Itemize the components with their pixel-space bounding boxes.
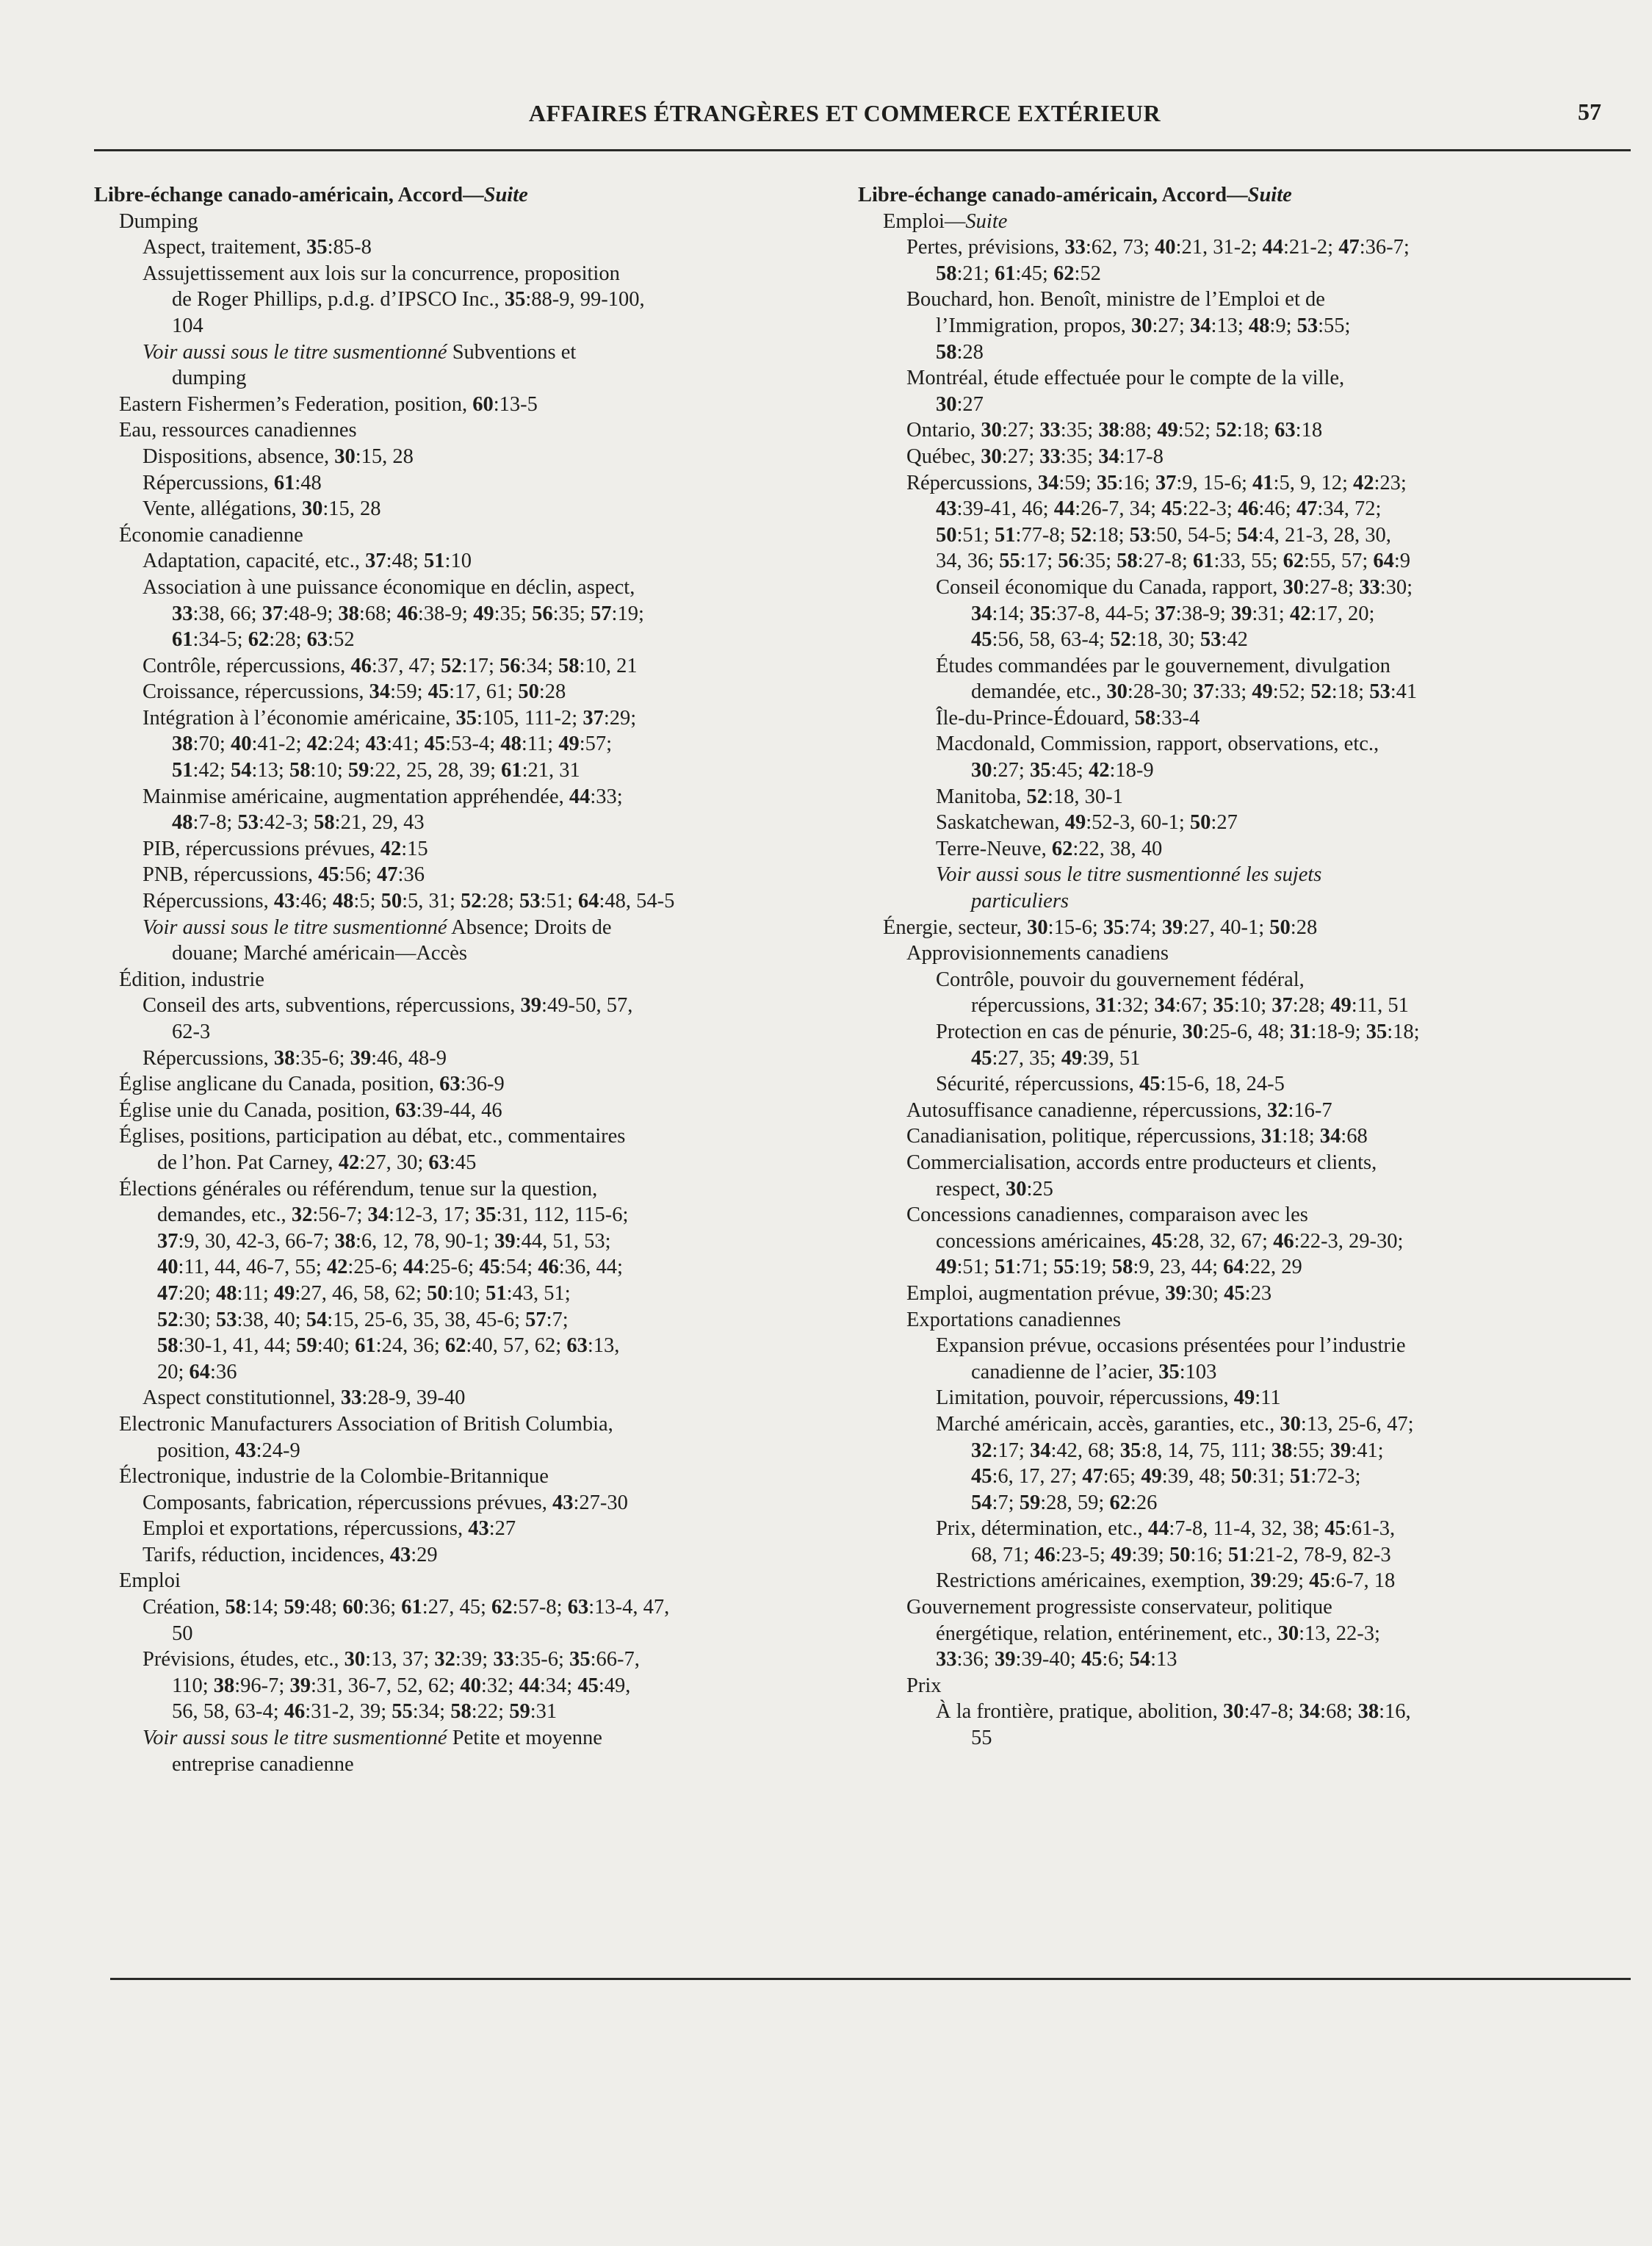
right-index-column: [858, 182, 1618, 1752]
index-entry-line: Commercialisation, accords entre producteurs et clients,: [906, 1151, 1377, 1174]
index-entry-line: 68, 71; 46:23-5; 49:39; 50:16; 51:21-2, 78-9, 82-3: [971, 1543, 1391, 1566]
index-entry-line: Aspect, traitement, 35:85-8: [143, 236, 372, 259]
index-entry-line: de l’hon. Pat Carney, 42:27, 30; 63:45: [157, 1151, 477, 1174]
index-entry-line: Limitation, pouvoir, répercussions, 49:11: [936, 1386, 1281, 1410]
index-entry-line: PIB, répercussions prévues, 42:15: [143, 837, 428, 860]
index-entry-line: 48:7-8; 53:42-3; 58:21, 29, 43: [172, 811, 425, 835]
index-entry-line: Contrôle, répercussions, 46:37, 47; 52:17; 56:34; 58:10, 21: [143, 654, 638, 677]
index-entry-line: Élections générales ou référendum, tenue sur la question,: [119, 1177, 598, 1201]
index-entry-line: 34, 36; 55:17; 56:35; 58:27-8; 61:33, 55; 62:55, 57; 64:9: [936, 550, 1411, 573]
index-entry-line: 32:17; 34:42, 68; 35:8, 14, 75, 111; 38:55; 39:41;: [971, 1439, 1384, 1462]
index-entry-line: Prix, détermination, etc., 44:7-8, 11-4, 32, 38; 45:61-3,: [936, 1517, 1396, 1541]
index-entry-line: 37:9, 30, 42-3, 66-7; 38:6, 12, 78, 90-1; 39:44, 51, 53;: [157, 1229, 611, 1253]
index-entry-line: Canadianisation, politique, répercussions, 31:18; 34:68: [906, 1125, 1368, 1148]
index-entry-line: Composants, fabrication, répercussions prévues, 43:27-30: [143, 1491, 628, 1514]
index-entry-line: Tarifs, réduction, incidences, 43:29: [143, 1543, 438, 1566]
index-entry-line: 62-3: [172, 1021, 211, 1043]
index-entry-line: 34:14; 35:37-8, 44-5; 37:38-9; 39:31; 42:17, 20;: [971, 602, 1375, 625]
index-entry-line: Voir aussi sous le titre susmentionné les sujets: [936, 863, 1322, 887]
index-entry-line: Île-du-Prince-Édouard, 58:33-4: [936, 706, 1200, 730]
index-entry-line: Conseil des arts, subventions, répercussions, 39:49-50, 57,: [143, 994, 633, 1018]
index-entry-line: Emploi—Suite: [883, 209, 1008, 233]
index-entry-line: Concessions canadiennes, comparaison avec les: [906, 1203, 1308, 1227]
index-entry-line: 45:6, 17, 27; 47:65; 49:39, 48; 50:31; 51:72-3;: [971, 1465, 1361, 1489]
index-entry-line: Conseil économique du Canada, rapport, 30:27-8; 33:30;: [936, 575, 1413, 599]
index-entry-line: 56, 58, 63-4; 46:31-2, 39; 55:34; 58:22; 59:31: [172, 1700, 558, 1724]
index-entry-line: Église unie du Canada, position, 63:39-44, 46: [119, 1098, 502, 1122]
index-entry-line: Création, 58:14; 59:48; 60:36; 61:27, 45; 62:57-8; 63:13-4, 47,: [143, 1596, 670, 1619]
index-entry-line: 20; 64:36: [157, 1360, 237, 1383]
index-entry-line: Dispositions, absence, 30:15, 28: [143, 444, 414, 468]
index-entry-line: À la frontière, pratique, abolition, 30:47-8; 34:68; 38:16,: [936, 1700, 1411, 1724]
index-entry-line: position, 43:24-9: [157, 1439, 300, 1462]
index-entry-line: 104: [172, 314, 203, 337]
index-entry-line: Emploi, augmentation prévue, 39:30; 45:23: [906, 1281, 1272, 1305]
index-entry-line: Voir aussi sous le titre susmentionné Subventions et: [143, 340, 577, 364]
index-entry-line: demandes, etc., 32:56-7; 34:12-3, 17; 35:31, 112, 115-6;: [157, 1203, 629, 1227]
index-entry-line: Montréal, étude effectuée pour le compte de la ville,: [906, 367, 1345, 390]
index-entry-line: 30:27; 35:45; 42:18-9: [971, 759, 1154, 782]
index-entry-line: Québec, 30:27; 33:35; 34:17-8: [906, 444, 1164, 468]
index-entry-line: respect, 30:25: [936, 1177, 1053, 1201]
index-entry-line: Répercussions, 38:35-6; 39:46, 48-9: [143, 1046, 447, 1070]
index-entry-line: Répercussions, 43:46; 48:5; 50:5, 31; 52:28; 53:51; 64:48, 54-5: [143, 890, 675, 913]
index-entry-line: Voir aussi sous le titre susmentionné Petite et moyenne: [143, 1727, 602, 1750]
index-entry-line: Prévisions, études, etc., 30:13, 37; 32:39; 33:35-6; 35:66-7,: [143, 1648, 640, 1671]
index-entry-line: Emploi: [119, 1569, 181, 1593]
index-entry-line: 40:11, 44, 46-7, 55; 42:25-6; 44:25-6; 45:54; 46:36, 44;: [157, 1256, 623, 1279]
index-entry-line: concessions américaines, 45:28, 32, 67; 46:22-3, 29-30;: [936, 1229, 1404, 1253]
index-entry-line: Aspect constitutionnel, 33:28-9, 39-40: [143, 1386, 466, 1410]
left-index-column: [94, 182, 829, 1777]
index-entry-line: Libre-échange canado-américain, Accord—Suite: [858, 184, 1292, 206]
index-entry-line: Marché américain, accès, garanties, etc., 30:13, 25-6, 47;: [936, 1412, 1414, 1436]
footer-rule: [110, 1978, 1631, 1980]
index-entry-line: Intégration à l’économie américaine, 35:105, 111-2; 37:29;: [143, 706, 637, 730]
index-entry-line: 110; 38:96-7; 39:31, 36-7, 52, 62; 40:32; 44:34; 45:49,: [172, 1674, 631, 1697]
index-entry-line: 30:27: [936, 392, 984, 416]
index-entry-line: Ontario, 30:27; 33:35; 38:88; 49:52; 52:18; 63:18: [906, 419, 1323, 442]
index-entry-line: énergétique, relation, entérinement, etc., 30:13, 22-3;: [936, 1621, 1380, 1645]
index-entry-line: Electronic Manufacturers Association of British Columbia,: [119, 1412, 613, 1436]
index-entry-line: Manitoba, 52:18, 30-1: [936, 785, 1123, 808]
index-entry-line: Adaptation, capacité, etc., 37:48; 51:10: [143, 550, 472, 573]
index-entry-line: Macdonald, Commission, rapport, observations, etc.,: [936, 733, 1379, 756]
index-entry-line: 50:51; 51:77-8; 52:18; 53:50, 54-5; 54:4, 21-3, 28, 30,: [936, 523, 1391, 547]
index-entry-line: l’Immigration, propos, 30:27; 34:13; 48:9; 53:55;: [936, 314, 1351, 337]
page-header: [88, 94, 1601, 138]
page-number: 57: [1578, 98, 1601, 125]
index-entry-line: Assujettissement aux lois sur la concurrence, proposition: [143, 262, 620, 285]
index-entry-line: 54:7; 59:28, 59; 62:26: [971, 1491, 1158, 1514]
index-entry-line: répercussions, 31:32; 34:67; 35:10; 37:28; 49:11, 51: [971, 994, 1409, 1018]
index-entry-line: Autosuffisance canadienne, répercussions, 32:16-7: [906, 1098, 1332, 1122]
index-entry-line: Électronique, industrie de la Colombie-Britannique: [119, 1465, 549, 1489]
index-entry-line: Emploi et exportations, répercussions, 43:27: [143, 1517, 516, 1541]
index-entry-line: 33:38, 66; 37:48-9; 38:68; 46:38-9; 49:35; 56:35; 57:19;: [172, 602, 644, 625]
index-entry-line: douane; Marché américain—Accès: [172, 942, 467, 965]
index-entry-line: entreprise canadienne: [172, 1752, 354, 1776]
index-entry-line: Sécurité, répercussions, 45:15-6, 18, 24-5: [936, 1073, 1285, 1096]
index-entry-line: Énergie, secteur, 30:15-6; 35:74; 39:27, 40-1; 50:28: [883, 915, 1318, 939]
index-entry-line: 58:30-1, 41, 44; 59:40; 61:24, 36; 62:40, 57, 62; 63:13,: [157, 1334, 620, 1358]
index-entry-line: 58:21; 61:45; 62:52: [936, 262, 1101, 285]
index-entry-line: Vente, allégations, 30:15, 28: [143, 497, 381, 521]
index-entry-line: 47:20; 48:11; 49:27, 46, 58, 62; 50:10; 51:43, 51;: [157, 1281, 571, 1305]
index-entry-line: Pertes, prévisions, 33:62, 73; 40:21, 31-2; 44:21-2; 47:36-7;: [906, 236, 1410, 259]
index-entry-line: 51:42; 54:13; 58:10; 59:22, 25, 28, 39; 61:21, 31: [172, 759, 580, 782]
index-entry-line: particuliers: [971, 890, 1069, 913]
index-entry-line: Répercussions, 61:48: [143, 471, 322, 494]
index-entry-line: Études commandées par le gouvernement, divulgation: [936, 654, 1391, 677]
index-entry-line: 61:34-5; 62:28; 63:52: [172, 628, 355, 652]
index-entry-line: Mainmise américaine, augmentation appréhendée, 44:33;: [143, 785, 623, 808]
index-entry-line: Association à une puissance économique en déclin, aspect,: [143, 575, 635, 599]
index-entry-line: Édition, industrie: [119, 968, 264, 991]
index-entry-line: Répercussions, 34:59; 35:16; 37:9, 15-6; 41:5, 9, 12; 42:23;: [906, 471, 1407, 494]
index-entry-line: Prix: [906, 1674, 942, 1697]
index-entry-line: Contrôle, pouvoir du gouvernement fédéral,: [936, 968, 1305, 991]
index-entry-line: Approvisionnements canadiens: [906, 942, 1169, 965]
index-entry-line: Églises, positions, participation au débat, etc., commentaires: [119, 1125, 626, 1148]
index-entry-line: 38:70; 40:41-2; 42:24; 43:41; 45:53-4; 48:11; 49:57;: [172, 733, 613, 756]
index-entry-line: 58:28: [936, 340, 984, 364]
index-entry-line: Eastern Fishermen’s Federation, position, 60:13-5: [119, 392, 538, 416]
index-entry-line: de Roger Phillips, p.d.g. d’IPSCO Inc., 35:88-9, 99-100,: [172, 288, 645, 312]
index-entry-line: Bouchard, hon. Benoît, ministre de l’Emploi et de: [906, 288, 1325, 312]
index-entry-line: Libre-échange canado-américain, Accord—Suite: [94, 184, 528, 206]
index-entry-line: 45:27, 35; 49:39, 51: [971, 1046, 1141, 1070]
index-entry-line: demandée, etc., 30:28-30; 37:33; 49:52; 52:18; 53:41: [971, 680, 1418, 704]
index-entry-line: 55: [971, 1727, 992, 1750]
index-entry-line: 33:36; 39:39-40; 45:6; 54:13: [936, 1648, 1177, 1671]
index-entry-line: Saskatchewan, 49:52-3, 60-1; 50:27: [936, 811, 1238, 835]
index-entry-line: dumping: [172, 367, 247, 390]
header-rule: [94, 149, 1631, 151]
running-title: AFFAIRES ÉTRANGÈRES ET COMMERCE EXTÉRIEUR: [528, 100, 1161, 126]
index-entry-line: Eau, ressources canadiennes: [119, 419, 357, 442]
index-entry-line: Protection en cas de pénurie, 30:25-6, 48; 31:18-9; 35:18;: [936, 1021, 1420, 1043]
index-entry-line: Terre-Neuve, 62:22, 38, 40: [936, 837, 1163, 860]
index-entry-line: Dumping: [119, 209, 198, 233]
index-entry-line: Restrictions américaines, exemption, 39:29; 45:6-7, 18: [936, 1569, 1396, 1593]
index-entry-line: Voir aussi sous le titre susmentionné Absence; Droits de: [143, 915, 612, 939]
index-entry-line: 45:56, 58, 63-4; 52:18, 30; 53:42: [971, 628, 1248, 652]
index-entry-line: 50: [172, 1621, 193, 1645]
index-entry-line: PNB, répercussions, 45:56; 47:36: [143, 863, 425, 887]
index-entry-line: Exportations canadiennes: [906, 1308, 1122, 1331]
index-entry-line: 52:30; 53:38, 40; 54:15, 25-6, 35, 38, 45-6; 57:7;: [157, 1308, 569, 1331]
index-entry-line: Église anglicane du Canada, position, 63:36-9: [119, 1073, 505, 1096]
index-entry-line: 49:51; 51:71; 55:19; 58:9, 23, 44; 64:22, 29: [936, 1256, 1302, 1279]
index-entry-line: canadienne de l’acier, 35:103: [971, 1360, 1217, 1383]
index-entry-line: Gouvernement progressiste conservateur, politique: [906, 1596, 1332, 1619]
index-entry-line: Économie canadienne: [119, 523, 303, 547]
index-entry-line: Croissance, répercussions, 34:59; 45:17, 61; 50:28: [143, 680, 566, 704]
index-entry-line: Expansion prévue, occasions présentées pour l’industrie: [936, 1334, 1406, 1358]
index-entry-line: 43:39-41, 46; 44:26-7, 34; 45:22-3; 46:46; 47:34, 72;: [936, 497, 1382, 521]
